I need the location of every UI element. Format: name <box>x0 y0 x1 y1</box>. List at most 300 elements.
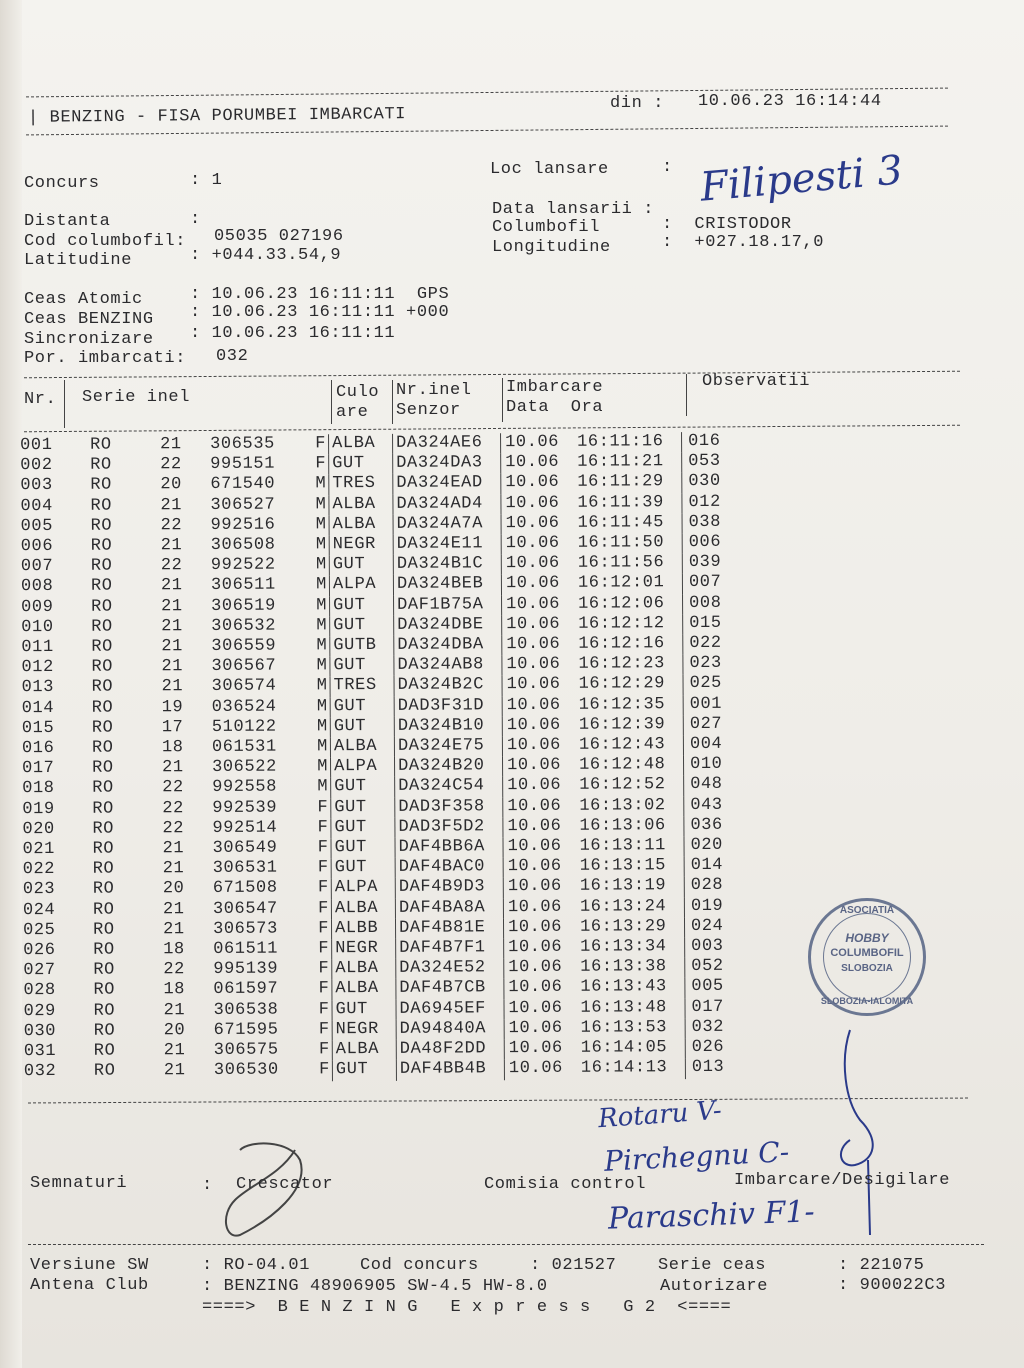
row-time: 16:13:24 <box>579 896 667 917</box>
row-time: 16:12:06 <box>578 593 665 614</box>
row-date: 10.06 <box>504 1039 581 1060</box>
row-sex: F <box>317 818 329 838</box>
versiune-sw-label: Versiune SW <box>30 1256 149 1275</box>
row-color: ALBB <box>331 919 395 940</box>
cod-columbofil-value: 05035 027196 <box>214 227 344 246</box>
row-time: 16:11:21 <box>577 452 664 472</box>
row-sensor: DA324AE6 <box>393 433 501 454</box>
versiune-sw-value: : RO-04.01 <box>202 1256 311 1275</box>
row-time: 16:13:48 <box>580 997 668 1018</box>
row-sex: F <box>318 898 329 919</box>
row-observation: 008 <box>683 593 722 613</box>
row-color: GUT <box>330 616 394 637</box>
row-time: 16:11:45 <box>577 513 665 533</box>
row-color: GUT <box>330 595 394 616</box>
row-ring-number: 306527 <box>210 495 276 515</box>
row-country: RO <box>93 1021 116 1041</box>
row-sensor: DA324AB8 <box>394 655 502 676</box>
row-color: TRES <box>329 474 393 495</box>
row-date: 10.06 <box>501 514 578 535</box>
stamp-text-top: ASOCIATIA <box>839 905 895 916</box>
stamp-text-line2: COLUMBOFIL <box>830 947 904 959</box>
row-color: ALBA <box>332 959 396 980</box>
row-observation: 006 <box>682 533 721 553</box>
row-date: 10.06 <box>501 453 578 474</box>
row-time: 16:11:50 <box>577 533 665 553</box>
row-time: 16:13:11 <box>579 836 667 856</box>
row-observation: 001 <box>683 695 722 715</box>
row-date: 10.06 <box>503 776 580 797</box>
row-country: RO <box>92 859 115 879</box>
row-observation: 032 <box>685 1018 724 1038</box>
row-sensor: DAF4B81E <box>395 918 503 939</box>
row-country: RO <box>92 839 115 859</box>
distanta-value: : <box>190 210 201 229</box>
row-color: ALBA <box>331 899 395 920</box>
col-imbarcare-2: Data Ora <box>506 398 604 417</box>
semnaturi-colon: : <box>202 1176 213 1195</box>
row-year: 21 <box>161 637 183 657</box>
row-ring-number: 306575 <box>213 1040 279 1061</box>
row-nr: 024 <box>22 900 56 920</box>
row-nr: 028 <box>23 981 56 1001</box>
columbofil-value: : CRISTODOR <box>662 215 792 234</box>
row-date: 10.06 <box>503 817 580 838</box>
ceas-benzing-label: Ceas BENZING <box>24 310 154 329</box>
row-ring-number: 061597 <box>213 980 279 1000</box>
row-observation: 020 <box>684 836 723 856</box>
row-year: 22 <box>160 515 183 536</box>
row-sex: M <box>315 555 327 575</box>
row-date: 10.06 <box>502 736 579 757</box>
din-value: 10.06.23 16:14:44 <box>698 92 882 111</box>
row-date: 10.06 <box>504 958 581 979</box>
row-nr: 018 <box>22 779 55 799</box>
row-year: 20 <box>160 475 183 495</box>
row-sex: M <box>315 474 327 494</box>
row-year: 21 <box>160 435 182 455</box>
row-nr: 009 <box>21 597 54 617</box>
row-color: GUTB <box>330 636 394 657</box>
row-year: 21 <box>160 536 183 556</box>
concurs-label: Concurs <box>24 174 100 193</box>
row-country: RO <box>93 1061 116 1082</box>
row-sensor: DA48F2DD <box>396 1039 504 1060</box>
row-sex: M <box>316 717 328 737</box>
row-year: 21 <box>162 859 185 879</box>
row-country: RO <box>90 556 113 576</box>
row-country: RO <box>92 758 114 778</box>
row-time: 16:13:29 <box>579 917 667 937</box>
autorizare-value: : 900022C3 <box>838 1276 947 1295</box>
row-color: GUT <box>332 1060 396 1081</box>
row-time: 16:11:29 <box>577 472 664 493</box>
row-year: 21 <box>161 596 183 616</box>
row-sensor: DA324DBE <box>394 615 502 636</box>
row-sensor: DA324E11 <box>393 534 501 555</box>
row-country: RO <box>92 900 115 920</box>
row-ring-number: 306574 <box>211 677 277 697</box>
row-sex: F <box>317 838 329 858</box>
row-year: 22 <box>162 819 185 839</box>
row-nr: 021 <box>22 840 56 860</box>
row-date: 10.06 <box>501 473 578 494</box>
row-nr: 016 <box>21 738 55 759</box>
row-observation: 012 <box>682 492 721 512</box>
longitudine-label: Longitudine <box>492 238 611 257</box>
row-nr: 002 <box>20 456 53 476</box>
row-country: RO <box>91 698 114 718</box>
row-color: GUT <box>330 717 394 738</box>
row-ring-number: 510122 <box>211 717 277 737</box>
row-date: 10.06 <box>504 1019 581 1040</box>
autorizare-label: Autorizare <box>660 1277 769 1296</box>
stamp-text-line3: SLOBOZIA <box>841 963 893 974</box>
col-culoare-1: Culo <box>336 383 380 402</box>
row-time: 16:12:12 <box>578 614 665 634</box>
row-time: 16:13:15 <box>579 856 667 877</box>
row-color: ALPA <box>331 878 395 899</box>
row-sex: F <box>318 939 330 959</box>
row-sex: M <box>316 616 328 636</box>
benzing-express-banner: ====> B E N Z I N G E x p r e s s G 2 <==== <box>202 1298 732 1317</box>
row-year: 21 <box>162 920 185 940</box>
row-sensor: DAF4B9D3 <box>395 878 503 899</box>
row-year: 17 <box>161 717 184 738</box>
row-date: 10.06 <box>503 897 580 918</box>
row-date: 10.06 <box>503 877 580 898</box>
row-country: RO <box>90 516 113 536</box>
row-date: 10.06 <box>502 695 579 716</box>
row-color: GUT <box>329 454 393 475</box>
row-sex: F <box>318 959 330 979</box>
row-ring-number: 306573 <box>212 919 278 939</box>
row-year: 21 <box>161 677 184 697</box>
row-observation: 015 <box>683 614 722 634</box>
row-sex: M <box>316 696 328 716</box>
row-color: ALPA <box>329 575 393 596</box>
row-sensor: DA324DA3 <box>393 453 501 474</box>
form-title: | BENZING - FISA PORUMBEI IMBARCATI <box>27 105 407 128</box>
row-color: GUT <box>330 697 394 718</box>
row-color: GUT <box>331 777 395 798</box>
row-country: RO <box>91 597 113 617</box>
row-color: GUT <box>332 1000 396 1021</box>
row-observation: 043 <box>684 796 723 816</box>
row-sensor: DAD3F5D2 <box>395 817 503 838</box>
row-time: 16:13:02 <box>579 795 666 816</box>
row-sex: M <box>315 494 327 514</box>
row-observation: 004 <box>683 735 722 755</box>
row-date: 10.06 <box>502 635 579 656</box>
row-observation: 017 <box>685 998 724 1018</box>
porumbei-imbarcati-label: Por. imbarcati: <box>24 349 187 368</box>
row-sensor: DAD3F31D <box>394 696 502 717</box>
row-nr: 019 <box>22 799 55 819</box>
row-sensor: DAF4BB6A <box>395 837 503 858</box>
row-country: RO <box>91 637 113 657</box>
handwritten-signature-3: Paraschiv F1- <box>607 1194 816 1237</box>
row-ring-number: 061511 <box>213 939 279 960</box>
cod-concurs-label: Cod concurs <box>360 1256 479 1275</box>
row-nr: 006 <box>20 536 54 557</box>
row-observation: 022 <box>683 634 722 654</box>
row-year: 20 <box>162 879 185 899</box>
row-country: RO <box>91 657 114 677</box>
row-sensor: DAF4BAC0 <box>395 857 503 878</box>
row-ring-number: 036524 <box>211 697 277 717</box>
row-time: 16:12:29 <box>578 674 666 695</box>
row-sensor: DA324EAD <box>393 474 501 495</box>
row-date: 10.06 <box>503 796 580 817</box>
row-country: RO <box>91 617 113 637</box>
loc-lansare-label: Loc lansare <box>490 160 609 179</box>
row-date: 10.06 <box>504 978 581 999</box>
row-color: ALBA <box>332 979 396 1000</box>
columbofil-label: Columbofil <box>492 218 601 237</box>
ceas-benzing-value: : 10.06.23 16:11:11 +000 <box>190 303 450 322</box>
row-time: 16:12:43 <box>578 735 666 755</box>
row-observation: 005 <box>685 977 724 997</box>
row-date: 10.06 <box>501 493 578 514</box>
col-culoare-2: are <box>336 403 369 422</box>
row-year: 21 <box>163 1061 186 1081</box>
row-time: 16:14:05 <box>580 1038 668 1058</box>
row-year: 22 <box>163 960 185 980</box>
row-nr: 001 <box>20 435 53 456</box>
row-country: RO <box>91 738 114 758</box>
row-time: 16:12:23 <box>578 654 665 674</box>
row-ring-number: 306547 <box>212 899 278 919</box>
row-observation: 025 <box>683 674 722 694</box>
row-country: RO <box>92 920 115 940</box>
row-nr: 003 <box>20 476 53 496</box>
row-date: 10.06 <box>502 615 579 636</box>
row-country: RO <box>93 1001 116 1021</box>
row-time: 16:12:48 <box>578 755 666 775</box>
row-country: RO <box>93 981 116 1001</box>
row-nr: 017 <box>22 759 55 779</box>
row-country: RO <box>90 455 112 475</box>
col-nr: Nr. <box>24 390 57 409</box>
row-color: GUT <box>331 818 395 839</box>
semnaturi-label: Semnaturi <box>30 1174 128 1193</box>
row-ring-number: 306508 <box>210 535 276 555</box>
row-nr: 032 <box>23 1062 57 1082</box>
row-nr: 020 <box>22 819 55 839</box>
row-time: 16:14:13 <box>580 1058 668 1079</box>
row-country: RO <box>91 718 114 738</box>
row-ring-number: 061531 <box>211 737 277 758</box>
row-country: RO <box>90 496 113 516</box>
row-sex: F <box>318 979 330 999</box>
row-time: 16:13:38 <box>580 957 667 978</box>
row-ring-number: 306549 <box>212 838 278 859</box>
row-nr: 029 <box>23 1001 57 1021</box>
row-time: 16:11:56 <box>577 553 665 573</box>
row-ring-number: 992514 <box>212 818 278 838</box>
row-sensor: DA324E75 <box>394 736 502 757</box>
row-nr: 030 <box>23 1021 57 1042</box>
row-year: 22 <box>162 778 184 798</box>
row-sex: M <box>315 515 327 535</box>
latitudine-label: Latitudine <box>24 251 133 270</box>
cod-concurs-value: : 021527 <box>530 1256 617 1275</box>
row-year: 21 <box>160 576 183 596</box>
din-label: din : <box>610 94 665 113</box>
handwritten-signature-2: Pirchegnu C- <box>603 1135 790 1178</box>
row-sensor: DAF4BB4B <box>396 1059 504 1080</box>
col-serie-inel: Serie inel <box>82 388 191 407</box>
handwritten-signature-1: Rotaru V- <box>597 1095 723 1135</box>
row-observation: 053 <box>682 452 721 472</box>
row-observation: 019 <box>684 897 723 917</box>
row-sensor: DA324DBA <box>394 635 502 656</box>
row-color: NEGR <box>332 939 396 960</box>
row-sex: F <box>315 434 327 454</box>
row-date: 10.06 <box>501 534 578 555</box>
row-year: 21 <box>161 616 183 637</box>
row-date: 10.06 <box>501 433 578 454</box>
row-year: 21 <box>162 839 185 859</box>
ceas-atomic-label: Ceas Atomic <box>24 290 143 309</box>
row-ring-number: 306530 <box>213 1060 279 1081</box>
row-sex: M <box>315 535 327 555</box>
row-date: 10.06 <box>502 675 579 696</box>
row-ring-number: 992558 <box>212 778 278 798</box>
row-country: RO <box>92 880 115 900</box>
row-year: 21 <box>161 657 184 677</box>
row-ring-number: 306532 <box>211 616 277 636</box>
row-ring-number: 992516 <box>210 515 276 535</box>
row-date: 10.06 <box>502 655 579 676</box>
row-year: 20 <box>163 1021 186 1041</box>
row-observation: 007 <box>682 573 721 593</box>
row-country: RO <box>92 819 115 839</box>
distanta-label: Distanta <box>24 212 111 231</box>
row-sex: M <box>316 636 328 656</box>
row-year: 18 <box>163 940 185 960</box>
row-nr: 008 <box>20 577 54 597</box>
ceas-atomic-value: : 10.06.23 16:11:11 GPS <box>190 285 450 304</box>
row-sex: F <box>317 858 329 878</box>
row-color: ALPA <box>331 757 395 778</box>
row-date: 10.06 <box>504 1059 581 1080</box>
row-year: 21 <box>162 758 184 778</box>
col-nr-inel-1: Nr.inel <box>396 381 472 400</box>
row-observation: 013 <box>685 1058 724 1078</box>
row-ring-number: 306535 <box>210 434 275 454</box>
row-color: NEGR <box>332 1020 396 1041</box>
row-sensor: DA324C54 <box>395 777 503 798</box>
row-sex: F <box>317 797 329 817</box>
row-nr: 023 <box>22 880 56 900</box>
row-time: 16:11:16 <box>577 432 664 452</box>
row-observation: 036 <box>684 816 723 836</box>
row-nr: 007 <box>20 557 54 577</box>
row-ring-number: 306531 <box>212 858 278 879</box>
row-sensor: DA324A7A <box>393 514 501 535</box>
row-nr: 022 <box>22 860 56 880</box>
row-nr: 012 <box>21 658 54 678</box>
row-sex: F <box>319 1060 330 1080</box>
row-color: GUT <box>330 656 394 677</box>
row-sex: M <box>317 777 329 797</box>
row-observation: 028 <box>684 876 723 896</box>
antena-club-value: : BENZING 48906905 SW-4.5 HW-8.0 <box>202 1277 548 1296</box>
row-time: 16:13:19 <box>579 876 667 897</box>
sincronizare-value: : 10.06.23 16:11:11 <box>190 324 396 343</box>
row-sex: F <box>318 999 330 1020</box>
row-date: 10.06 <box>502 756 579 777</box>
stamp-text-line1: HOBBY <box>845 931 889 945</box>
row-sex: F <box>317 878 329 898</box>
sincronizare-label: Sincronizare <box>24 330 154 349</box>
col-imbarcare-1: Imbarcare <box>506 378 604 397</box>
row-time: 16:13:34 <box>580 937 667 957</box>
crescator-label: Crescator <box>236 1175 334 1194</box>
row-year: 21 <box>163 1041 186 1061</box>
row-date: 10.06 <box>504 938 581 959</box>
data-lansarii-label: Data lansarii : <box>492 200 655 219</box>
row-ring-number: 306522 <box>212 757 277 778</box>
row-sensor: DA324AD4 <box>393 494 501 515</box>
row-country: RO <box>90 435 112 455</box>
row-time: 16:12:01 <box>577 573 665 594</box>
row-sensor: DAD3F358 <box>395 797 503 818</box>
row-nr: 010 <box>21 617 54 637</box>
row-year: 19 <box>161 697 184 717</box>
row-year: 22 <box>160 556 183 576</box>
row-year: 21 <box>162 899 185 919</box>
row-sensor: DA324B20 <box>394 756 502 777</box>
row-sex: M <box>317 757 329 777</box>
row-time: 16:11:39 <box>577 492 664 513</box>
row-sensor: DA94840A <box>396 1019 504 1040</box>
row-sensor: DA324B10 <box>394 716 502 737</box>
row-nr: 014 <box>21 698 55 718</box>
commission-signature-stroke <box>841 1030 873 1235</box>
row-time: 16:13:43 <box>580 977 667 998</box>
row-year: 21 <box>160 495 183 515</box>
row-ring-number: 306567 <box>211 656 277 677</box>
row-observation: 016 <box>682 432 721 452</box>
row-observation: 030 <box>682 472 721 492</box>
row-observation: 048 <box>684 775 723 795</box>
row-nr: 004 <box>20 496 53 516</box>
row-ring-number: 306538 <box>213 1000 279 1020</box>
row-color: ALBA <box>329 434 393 455</box>
row-sex: M <box>316 676 328 696</box>
row-year: 22 <box>162 798 184 818</box>
row-sensor: DA324B1C <box>393 554 501 575</box>
row-date: 10.06 <box>504 998 581 1019</box>
footer-top-dash <box>28 1244 984 1245</box>
loc-lansare-value: : <box>662 158 673 177</box>
row-observation: 024 <box>684 917 723 937</box>
row-sensor: DA324BEB <box>393 575 501 596</box>
row-year: 21 <box>163 1000 186 1020</box>
row-nr: 031 <box>23 1042 57 1062</box>
col-observatii: Observatii <box>702 372 811 391</box>
row-date: 10.06 <box>502 716 579 737</box>
row-country: RO <box>90 475 113 496</box>
row-year: 18 <box>161 738 184 758</box>
row-color: TRES <box>330 676 394 697</box>
row-time: 16:12:39 <box>578 715 666 735</box>
row-country: RO <box>90 536 113 556</box>
row-color: ALBA <box>332 1040 396 1061</box>
